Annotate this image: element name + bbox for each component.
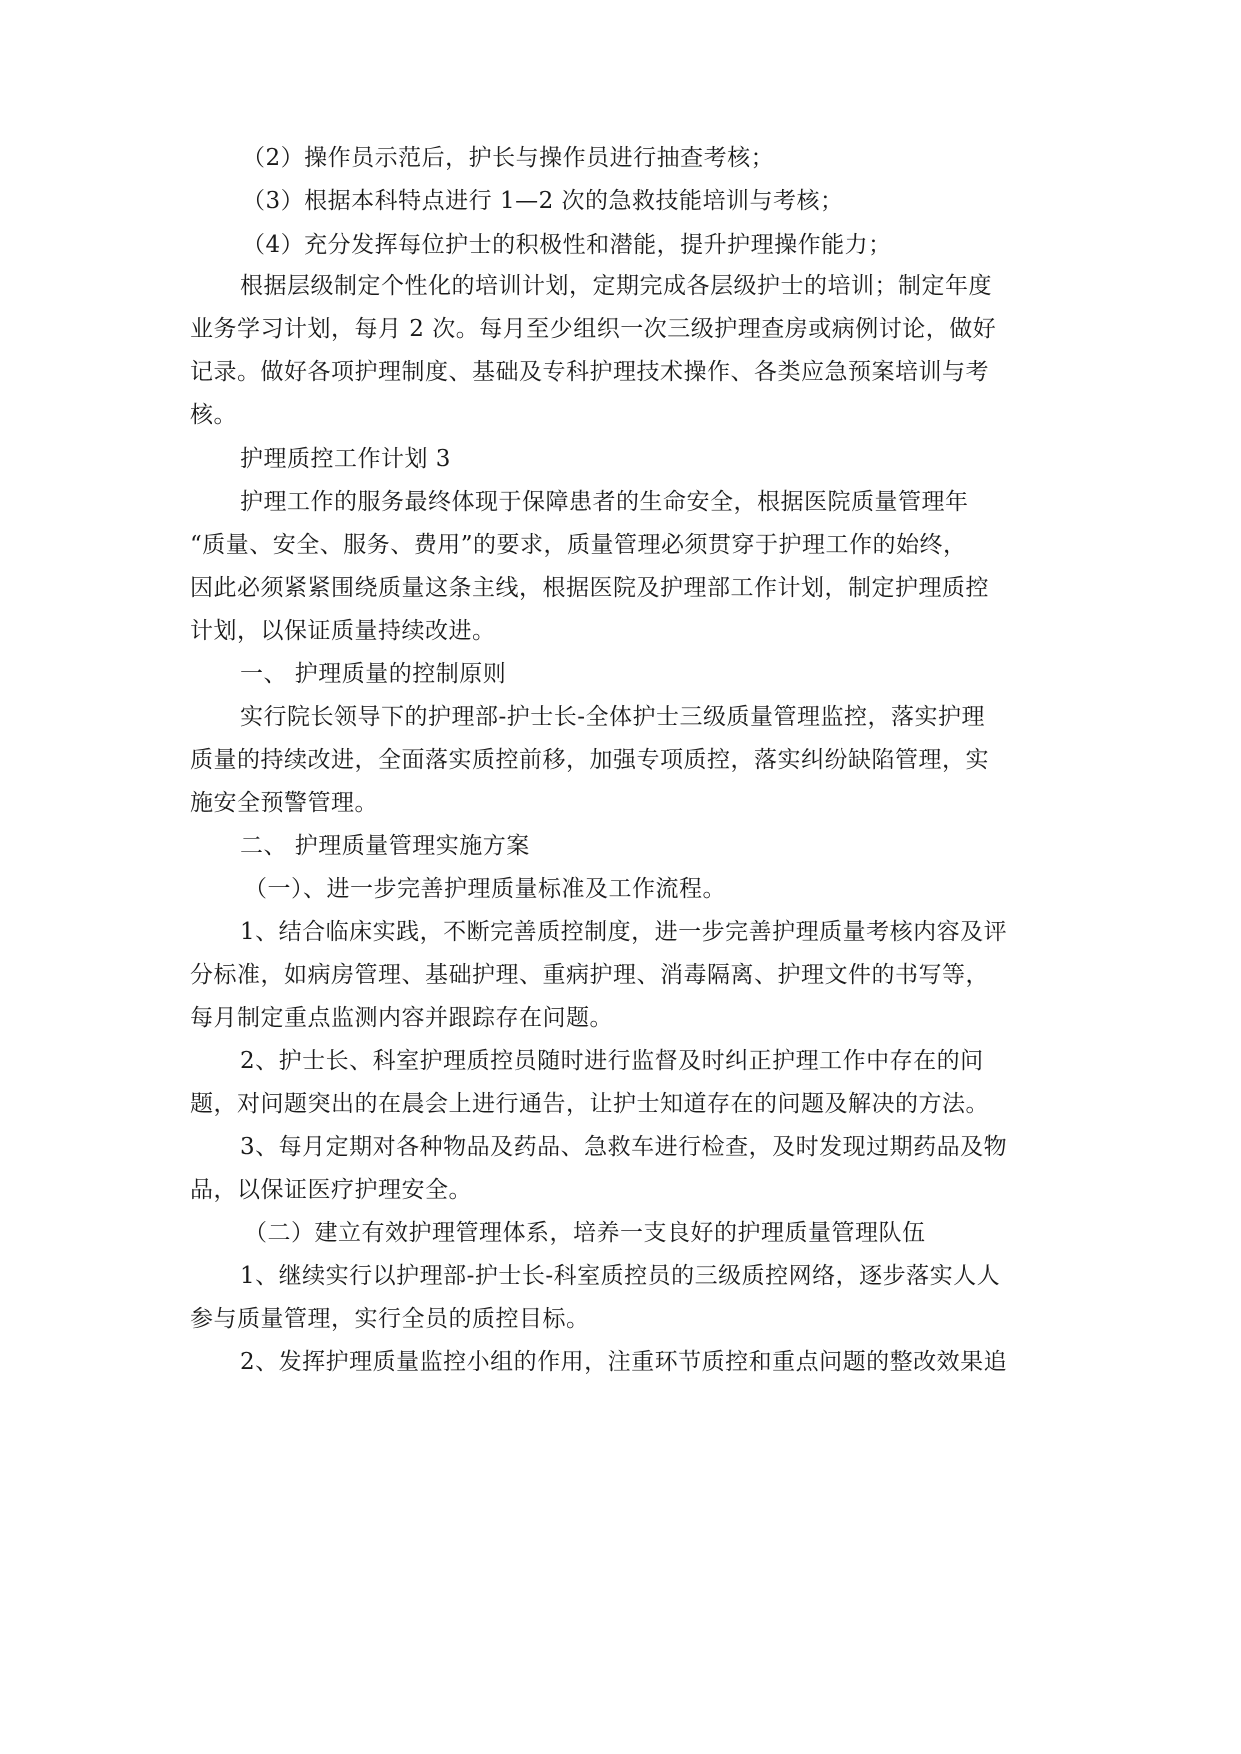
section-heading-1: 一、 护理质量的控制原则 xyxy=(240,661,507,687)
paragraph-line: 实行院长领导下的护理部-护士长-全体护士三级质量管理监控，落实护理 xyxy=(240,704,986,730)
list-item-3: （3）根据本科特点进行 1—2 次的急救技能培训与考核； xyxy=(242,188,844,214)
paragraph-line: 因此必须紧紧围绕质量这条主线，根据医院及护理部工作计划，制定护理质控 xyxy=(190,575,989,601)
paragraph-line: 核。 xyxy=(190,402,237,428)
paragraph-line: 质量的持续改进，全面落实质控前移，加强专项质控，落实纠纷缺陷管理，实 xyxy=(190,747,989,773)
paragraph-line: 施安全预警管理。 xyxy=(190,790,378,816)
section-heading-2: 二、 护理质量管理实施方案 xyxy=(240,833,530,859)
section-title: 护理质控工作计划 3 xyxy=(240,446,451,472)
paragraph-line: “质量、安全、服务、费用”的要求，质量管理必须贯穿于护理工作的始终， xyxy=(190,532,967,558)
paragraph-line: 题，对问题突出的在晨会上进行通告，让护士知道存在的问题及解决的方法。 xyxy=(190,1091,989,1117)
subsection-heading: （一）、进一步完善护理质量标准及工作流程。 xyxy=(244,876,726,902)
list-item-2: （2）操作员示范后，护长与操作员进行抽查考核； xyxy=(242,145,775,171)
paragraph-line: 每月制定重点监测内容并跟踪存在问题。 xyxy=(190,1005,613,1031)
paragraph-line: 根据层级制定个性化的培训计划，定期完成各层级护士的培训；制定年度 xyxy=(240,273,992,299)
paragraph-line: 计划，以保证质量持续改进。 xyxy=(190,618,496,644)
subsection-heading: （二）建立有效护理管理体系，培养一支良好的护理质量管理队伍 xyxy=(244,1220,926,1246)
paragraph-line: 记录。做好各项护理制度、基础及专科护理技术操作、各类应急预案培训与考 xyxy=(190,359,989,385)
paragraph-line: 业务学习计划，每月 2 次。每月至少组织一次三级护理查房或病例讨论，做好 xyxy=(190,316,997,342)
paragraph-line: 3、每月定期对各种物品及药品、急救车进行检查，及时发现过期药品及物 xyxy=(240,1134,1008,1160)
paragraph-line: 品，以保证医疗护理安全。 xyxy=(190,1177,472,1203)
paragraph-line: 护理工作的服务最终体现于保障患者的生命安全，根据医院质量管理年 xyxy=(240,489,969,515)
paragraph-line: 1、结合临床实践，不断完善质控制度，进一步完善护理质量考核内容及评 xyxy=(240,919,1008,945)
paragraph-line: 参与质量管理，实行全员的质控目标。 xyxy=(190,1306,590,1332)
paragraph-line: 分标准，如病房管理、基础护理、重病护理、消毒隔离、护理文件的书写等， xyxy=(190,962,989,988)
paragraph-line: 2、护士长、科室护理质控员随时进行监督及时纠正护理工作中存在的问 xyxy=(240,1048,984,1074)
paragraph-line: 2、发挥护理质量监控小组的作用，注重环节质控和重点问题的整改效果追 xyxy=(240,1349,1008,1375)
list-item-4: （4）充分发挥每位护士的积极性和潜能，提升护理操作能力； xyxy=(242,232,892,258)
paragraph-line: 1、继续实行以护理部-护士长-科室质控员的三级质控网络，逐步落实人人 xyxy=(240,1263,1001,1289)
